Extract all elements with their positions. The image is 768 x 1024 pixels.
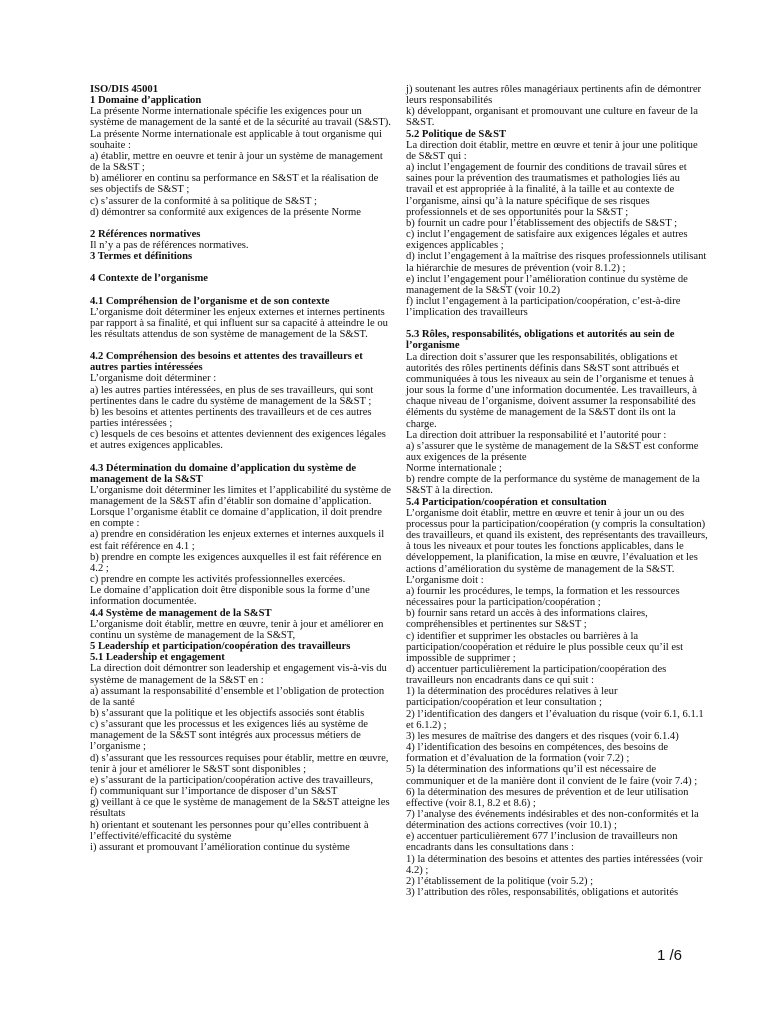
section-heading: 4.4 Système de management de la S&ST (90, 607, 272, 619)
paragraph: a) assumant la responsabilité d’ensemble et l’obligation de protection de la santé (90, 685, 385, 708)
paragraph: La direction doit démontrer son leadership et engagement vis-à-vis du système de management de la S&ST en : (90, 663, 387, 686)
paragraph: a) les autres parties intéressées, en plus de ses travailleurs, qui sont pertinentes dans le cadre du système de management de la S&ST ; (90, 384, 374, 407)
right-column (406, 84, 708, 898)
paragraph: a) fournir les procédures, le temps, la formation et les ressources nécessaires pour la participation/coopération ; (406, 585, 680, 609)
paragraph: La présente Norme internationale spécifie les exigences pour un système de management de la santé et de la sécurité au travail (S&ST). (90, 106, 391, 129)
section-heading: 5.1 Leadership et engagement (90, 652, 225, 664)
paragraph: L’organisme doit déterminer les limites et l’applicabilité du système de management de la S&ST afin d’établir son domaine d’application. (90, 484, 391, 507)
paragraph: b) les besoins et attentes pertinents des travailleurs et de ces autres parties intéressées ; (90, 406, 372, 430)
paragraph-gap (90, 218, 392, 229)
paragraph: Le domaine d’application doit être disponible sous la forme d’une information documentée. (90, 585, 370, 608)
section-heading: 4 Contexte de l’organisme (90, 273, 208, 285)
paragraph: Il n’y a pas de références normatives. (90, 240, 249, 252)
paragraph: c) s’assurer de la conformité à sa politique de S&ST ; (90, 195, 317, 207)
paragraph: b) fournit un cadre pour l’établissement des objectifs de S&ST ; (406, 217, 678, 229)
section-heading: 4.2 Compréhension des besoins et attentes des travailleurs et autres parties intéressées (90, 351, 363, 374)
paragraph: L’organisme doit établir, mettre en œuvre et tenir à jour un ou des processus pour la participation/coopération (y compris la consultation) des travailleurs, et quand ils existent, des représentants des travailleurs, à tous les niveaux et pour toutes les fonctions applicables, dans le développement, la planification, la mise en œuvre, l’évaluation et les actions d’amélioration du système de management de la S&ST. (406, 507, 708, 575)
paragraph: c) lesquels de ces besoins et attentes deviennent des exigences légales et autres exigences applicables. (90, 429, 386, 452)
paragraph: b) fournir sans retard un accès à des informations claires, compréhensibles et pertinentes sur S&ST ; (406, 608, 648, 631)
paragraph-gap (90, 262, 392, 273)
paragraph: 5) la détermination des informations qu’il est nécessaire de communiquer et de la manière dont il convient de le faire (voir 7.4) ; (406, 764, 698, 787)
paragraph: d) s’assurant que les ressources requises pour établir, mettre en œuvre, tenir à jour et améliorer le S&ST sont disponibles ; (90, 752, 389, 775)
paragraph: L’organisme doit déterminer : (90, 373, 217, 385)
paragraph: c) s’assurant que les processus et les exigences liés au système de management de la S&ST sont intégrés aux processus métiers de l’organisme ; (90, 719, 368, 753)
paragraph-gap (406, 318, 708, 329)
paragraph-gap (90, 285, 392, 296)
paragraph-gap (90, 452, 392, 463)
page-number: 1 /6 (657, 947, 683, 964)
paragraph: L’organisme doit établir, mettre en œuvre, tenir à jour et améliorer en continu un système de management de la S&ST, (90, 618, 384, 641)
section-heading: 5.4 Participation/coopération et consultation (406, 496, 607, 508)
paragraph: f) inclut l’engagement à la participation/coopération, c’est-à-dire l’implication des travailleurs (406, 295, 681, 319)
paragraph: e) s’assurant de la participation/coopération active des travailleurs, (90, 774, 373, 786)
paragraph: f) communiquant sur l’importance de disposer d’un S&ST (90, 786, 338, 798)
section-heading: 1 Domaine d’application (90, 95, 202, 107)
section-heading: ISO/DIS 45001 (90, 84, 158, 95)
paragraph: 4) l’identification des besoins en compétences, des besoins de formation et d’évaluation de la formation (voir 7.2) ; (406, 742, 669, 765)
section-heading: 2 Références normatives (90, 228, 201, 240)
section-heading: 3 Termes et définitions (90, 251, 193, 263)
paragraph: 6) la détermination des mesures de prévention et de leur utilisation effective (voir 8.1, 8.2 et 8.6) ; (406, 786, 689, 809)
paragraph: a) établir, mettre en oeuvre et tenir à jour un système de management de la S&ST ; (90, 150, 383, 174)
paragraph: 2) l’établissement de la politique (voir 5.2) ; (406, 875, 594, 887)
paragraph: d) démontrer sa conformité aux exigences de la présente Norme (90, 206, 361, 218)
paragraph: h) orientant et soutenant les personnes pour qu’elles contribuent à l’effectivité/efficacité du système (90, 819, 369, 842)
paragraph: j) soutenant les autres rôles managériaux pertinents afin de démontrer leurs responsabilités (406, 84, 702, 107)
paragraph: a) prendre en considération les enjeux externes et internes auxquels il est fait référence en 4.1 ; (90, 529, 385, 552)
paragraph: 1) la détermination des besoins et attentes des parties intéressées (voir 4.2) ; (406, 853, 703, 876)
paragraph: g) veillant à ce que le système de management de la S&ST atteigne les résultats (90, 797, 390, 820)
paragraph: e) accentuer particulièrement 677 l’inclusion de travailleurs non encadrants dans les consultations dans : (406, 831, 678, 854)
section-heading: 4.1 Compréhension de l’organisme et de son contexte (90, 295, 330, 307)
paragraph: a) s’assurer que le système de management de la S&ST est conforme aux exigences de la présente (406, 440, 699, 463)
paragraph: d) inclut l’engagement à la maîtrise des risques professionnels utilisant la hiérarchie de mesures de prévention (voir 8.1.2) ; (406, 251, 707, 274)
paragraph: c) prendre en compte les activités professionnelles exercées. (90, 574, 346, 586)
paragraph: L’organisme doit : (406, 574, 484, 586)
paragraph: La présente Norme internationale est applicable à tout organisme qui souhaite : (90, 128, 382, 151)
paragraph: b) rendre compte de la performance du système de management de la S&ST à la direction. (406, 474, 700, 497)
paragraph: 3) les mesures de maîtrise des dangers et des risques (voir 6.1.4) (406, 730, 679, 742)
paragraph: c) inclut l’engagement de satisfaire aux exigences légales et autres exigences applicables ; (406, 229, 688, 252)
paragraph: d) accentuer particulièrement la participation/coopération des travailleurs non encadrants dans ce qui suit : (406, 663, 667, 687)
paragraph: Norme internationale ; (406, 463, 502, 475)
paragraph: c) identifier et supprimer les obstacles ou barrières à la participation/coopération et réduire le plus possible ceux qu’il est impossible de supprimer ; (406, 630, 684, 664)
section-heading: 5.2 Politique de S&ST (406, 128, 507, 140)
paragraph: b) améliorer en continu sa performance en S&ST et la réalisation de ses objectifs de S&ST ; (90, 173, 379, 196)
paragraph-gap (90, 340, 392, 351)
paragraph: b) s’assurant que la politique et les objectifs associés sont établis (90, 707, 365, 719)
paragraph: b) prendre en compte les exigences auxquelles il est fait référence en 4.2 ; (90, 551, 382, 574)
section-heading: 5 Leadership et participation/coopération des travailleurs (90, 641, 351, 653)
paragraph: 1) la détermination des procédures relatives à leur participation/coopération et leur consultation ; (406, 686, 618, 709)
paragraph: 3) l’attribution des rôles, responsabilités, obligations et autorités (406, 887, 679, 899)
paragraph: La direction doit attribuer la responsabilité et l’autorité pour : (406, 429, 667, 441)
paragraph: Lorsque l’organisme établit ce domaine d’application, il doit prendre en compte : (90, 507, 382, 530)
paragraph: 2) l’identification des dangers et l’évaluation du risque (voir 6.1, 6.1.1 et 6.1.2) ; (406, 708, 704, 731)
paragraph: La direction doit établir, mettre en œuvre et tenir à jour une politique de S&ST qui : (406, 139, 698, 162)
left-column (90, 84, 392, 853)
paragraph: 7) l’analyse des événements indésirables et des non-conformités et la détermination des actions correctives (voir 10.1) ; (406, 809, 699, 832)
paragraph: e) inclut l’engagement pour l’amélioration continue du système de management de la S&ST (voir 10.2) (406, 273, 688, 296)
paragraph: a) inclut l’engagement de fournir des conditions de travail sûres et saines pour la prévention des traumatismes et pathologies liés au travail et est appropriée à la finalité, à la taille et au contexte de l’organisme, ainsi qu’à la nature spécifique de ses risques professionnels et de ses opportunités pour la S&ST ; (406, 162, 687, 218)
section-heading: 5.3 Rôles, responsabilités, obligations et autorités au sein de l’organisme (406, 329, 675, 352)
paragraph: k) développant, organisant et promouvant une culture en faveur de la S&ST. (406, 106, 698, 129)
paragraph: La direction doit s’assurer que les responsabilités, obligations et autorités des rôles pertinents définis dans S&ST sont attribués et communiquées à tous les niveaux au sein de l’organisme et tenues à jour sous la forme d’une information documentée. Les travailleurs, à chaque niveau de l’organisme, doivent assumer la responsabilité des éléments du système de management de la S&ST dont ils ont la charge. (406, 351, 697, 430)
paragraph: i) assurant et promouvant l’amélioration continue du système (90, 841, 350, 853)
section-heading: 4.3 Détermination du domaine d’application du système de management de la S&ST (90, 462, 357, 485)
paragraph: L’organisme doit déterminer les enjeux externes et internes pertinents par rapport à sa finalité, et qui influent sur sa capacité à atteindre le ou les résultats attendus de son système de management de la S&ST. (90, 306, 388, 340)
